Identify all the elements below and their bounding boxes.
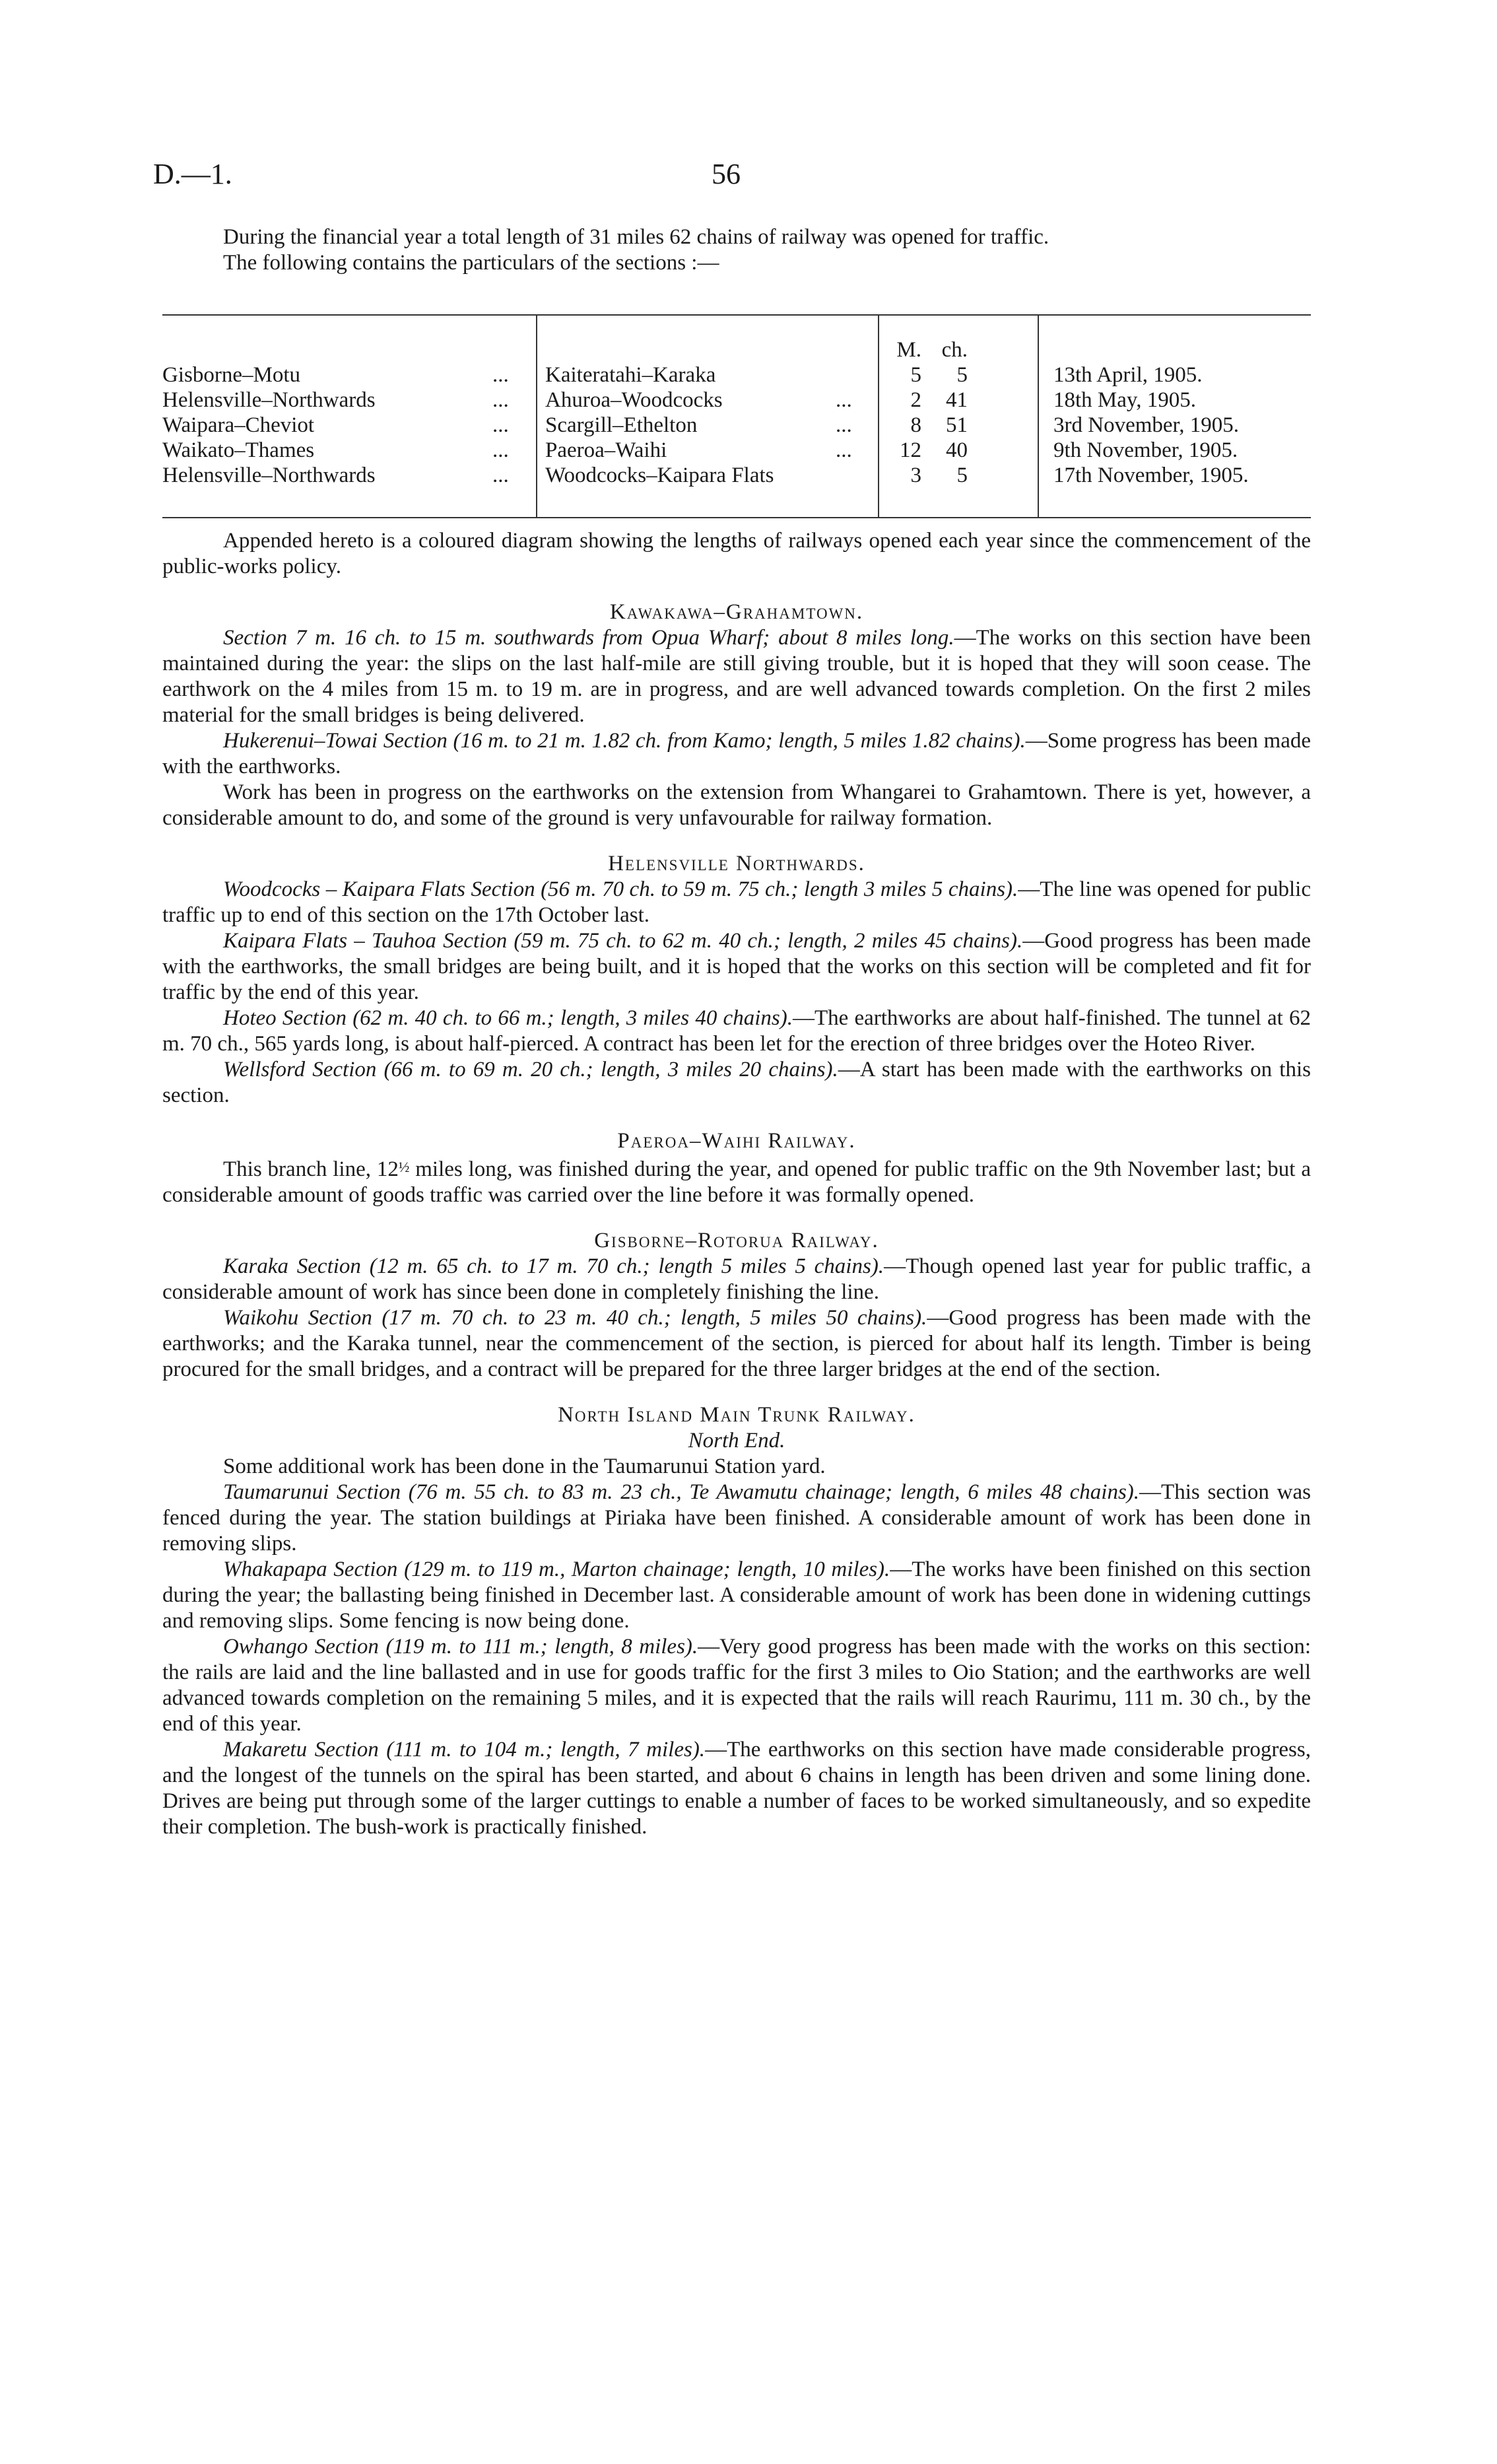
opened-date: 9th November, 1905.: [1053, 438, 1238, 462]
paragraph: [162, 1154, 1311, 1208]
paragraph-body: —This section was fenced during the year. The station buildings at Piriaka have been finished. A considerable amount of work has been done in removing slips.: [162, 1480, 1312, 1556]
line-name: Waikato–Thames: [162, 438, 315, 462]
paragraph-body: —Some progress has been made with the earthworks.: [162, 729, 1311, 778]
leader-dots: ...: [836, 413, 852, 437]
paragraph: [162, 1057, 1311, 1109]
appended-paragraph: Appended hereto is a coloured diagram showing the lengths of railways opened each year since the commencement of the public-works policy.: [162, 529, 1311, 578]
table-row: [162, 363, 1311, 388]
paragraph-title: Owhango Section (119 m. to 111 m.; length, 8 miles).: [223, 1635, 698, 1659]
paragraph-body: —The earthworks on this section have made considerable progress, and the longest of the tunnels on the spiral has been started, and about 6 chains in length has been driven and some lining done. Drives are being put through some of the larger cuttings to enable a number of faces to be worked simultaneously, and so expedite their completion. The bush-work is practically finished.: [162, 1738, 1311, 1839]
length-miles: 2: [910, 388, 921, 412]
paragraph-body: —Good progress has been made with the earthworks; and the Karaka tunnel, near the commencement of the section, is pierced for about half its length. Timber is being procured for the small bridges, and a contract will be prepared for the three larger bridges at the end of the section.: [162, 1306, 1311, 1381]
intro-paragraph: During the financial year a total length of 31 miles 62 chains of railway was opened for traffic.: [223, 225, 1049, 249]
paragraph-title: Hukerenui–Towai Section (16 m. to 21 m. 1.82 ch. from Kamo; length, 5 miles 1.82 chains).: [223, 729, 1026, 753]
table-row: [162, 438, 1311, 463]
paragraph-title: Kaipara Flats – Tauhoa Section (59 m. 75 ch. to 62 m. 40 ch.; length, 2 miles 45 chains).: [223, 929, 1023, 953]
paragraph-title: Whakapapa Section (129 m. to 119 m., Marton chainage; length, 10 miles).: [223, 1557, 890, 1581]
paragraph-title: Section 7 m. 16 ch. to 15 m. southwards from Opua Wharf; about 8 miles long.: [223, 626, 954, 650]
paragraph-body: —Good progress has been made with the earthworks, the small bridges are being built, and it is hoped that the works on this section will be completed and fit for traffic by the end of this year.: [162, 929, 1311, 1004]
body-text: [162, 528, 1311, 1840]
paragraph: Work has been in progress on the earthworks on the extension from Whangarei to Grahamtown. There is yet, however, a considerable amount to do, and some of the ground is very unfavourable for railway formation.: [162, 780, 1311, 830]
section-heading-gisborne: Gisborne–Rotorua Railway.: [594, 1229, 879, 1252]
section-name: Scargill–Ethelton: [545, 413, 698, 437]
table-bottom-rule: [162, 517, 1311, 518]
intro-lead: The following contains the particulars of the sections :—: [223, 251, 719, 275]
leader-dots: ...: [492, 413, 509, 437]
length-chains: 41: [946, 388, 968, 412]
length-miles: 12: [900, 438, 921, 462]
section-heading-kawakawa: Kawakawa–Grahamtown.: [609, 600, 864, 624]
paragraph: Some additional work has been done in the Taumarunui Station yard.: [223, 1454, 826, 1478]
paragraph: [162, 1305, 1311, 1383]
leader-dots: ...: [836, 388, 852, 412]
opened-date: 13th April, 1905.: [1053, 363, 1203, 387]
document-reference: D.—1.: [153, 158, 232, 190]
paragraph-body: —The works have been finished on this section during the year; the ballasting being finished in December last. A considerable amount of work has been done in widening cuttings and removing slips. Some fencing is now being done.: [162, 1557, 1311, 1633]
intro-block: [162, 224, 1311, 276]
paragraph: [162, 928, 1311, 1006]
paragraph-body: —A start has been made with the earthworks on this section.: [162, 1058, 1311, 1107]
leader-dots: ...: [492, 363, 509, 387]
line-name: Gisborne–Motu: [162, 363, 300, 387]
opened-date: 3rd November, 1905.: [1053, 413, 1239, 437]
paragraph: [162, 1737, 1311, 1840]
paragraph-text: This branch line, 12: [223, 1157, 399, 1181]
paragraph-title: Makaretu Section (111 m. to 104 m.; length, 7 miles).: [223, 1738, 706, 1762]
paragraph-title: Karaka Section (12 m. 65 ch. to 17 m. 70 ch.; length 5 miles 5 chains).: [223, 1254, 884, 1278]
paragraph: [162, 1006, 1311, 1057]
paragraph-body: —The earthworks are about half-finished. The tunnel at 62 m. 70 ch., 565 yards long, is about half-pierced. A contract has been let for the erection of three bridges over the Hoteo River.: [162, 1006, 1311, 1056]
paragraph: [162, 1634, 1311, 1737]
section-heading-helensville: Helensville Northwards.: [608, 852, 865, 875]
paragraph: [162, 877, 1311, 928]
section-heading-nimt: North Island Main Trunk Railway.: [558, 1403, 915, 1427]
line-name: Helensville–Northwards: [162, 388, 376, 412]
table-row: [162, 388, 1311, 413]
table-top-rule: [162, 314, 1311, 316]
subheading-north-end: North End.: [688, 1429, 785, 1453]
length-miles: 3: [910, 463, 921, 487]
paragraph: [162, 728, 1311, 780]
line-name: Helensville–Northwards: [162, 463, 376, 487]
paragraph-title: Hoteo Section (62 m. 40 ch. to 66 m.; length, 3 miles 40 chains).: [223, 1006, 793, 1030]
leader-dots: ...: [492, 388, 509, 412]
paragraph-title: Taumarunui Section (76 m. 55 ch. to 83 m. 23 ch., Te Awamutu chainage; length, 6 miles 48 chains).: [223, 1480, 1140, 1504]
leader-dots: ...: [492, 463, 509, 487]
page-number: 56: [712, 158, 741, 190]
length-chains: 5: [956, 363, 968, 387]
table-row: [162, 463, 1311, 488]
paragraph: [162, 1557, 1311, 1634]
length-miles: 8: [910, 413, 921, 437]
section-name: Ahuroa–Woodcocks: [545, 388, 723, 412]
paragraph-title: Woodcocks – Kaipara Flats Section (56 m. 70 ch. to 59 m. 75 ch.; length 3 miles 5 chains).: [223, 877, 1018, 901]
paragraph: [162, 1480, 1311, 1557]
opened-date: 17th November, 1905.: [1053, 463, 1249, 487]
section-name: Paeroa–Waihi: [545, 438, 667, 462]
section-name: Kaiteratahi–Karaka: [545, 363, 716, 387]
unit-chains: ch.: [941, 338, 968, 362]
paragraph-title: Waikohu Section (17 m. 70 ch. to 23 m. 40 ch.; length, 5 miles 50 chains).: [223, 1306, 927, 1330]
paragraph-body: —The line was opened for public traffic up to end of this section on the 17th October last.: [162, 877, 1311, 927]
paragraph-body: —Though opened last year for public traffic, a considerable amount of work has since been done in completely finishing the line.: [162, 1254, 1311, 1304]
section-name: Woodcocks–Kaipara Flats: [545, 463, 774, 487]
paragraph-body: —Very good progress has been made with the works on this section: the rails are laid and the line ballasted and in use for goods traffic for the first 3 miles to Oio Station; and the earthworks are well advanced towards completion on the remaining 5 miles, and it is expected that the rails will reach Raurimu, 111 m. 30 ch., by the end of this year.: [162, 1635, 1311, 1736]
fraction: ½: [398, 1159, 410, 1175]
paragraph-text: miles long, was finished during the year, and opened for public traffic on the 9th November last; but a considerable amount of goods traffic was carried over the line before it was formally opened.: [162, 1157, 1311, 1207]
length-chains: 40: [946, 438, 968, 462]
unit-miles: M.: [896, 338, 921, 362]
leader-dots: ...: [492, 438, 509, 462]
paragraph-title: Wellsford Section (66 m. to 69 m. 20 ch.; length, 3 miles 20 chains).: [223, 1058, 838, 1081]
paragraph: [162, 1254, 1311, 1305]
section-heading-paeroa: Paeroa–Waihi Railway.: [617, 1129, 856, 1153]
paragraph-body: —The works on this section have been maintained during the year: the slips on the last half-mile are still giving trouble, but it is hoped that they will soon cease. The earthwork on the 4 miles from 15 m. to 19 m. are in progress, and are well advanced towards completion. On the first 2 miles material for the small bridges is being delivered.: [162, 626, 1311, 727]
table-unit-row: [162, 338, 1311, 362]
line-name: Waipara–Cheviot: [162, 413, 315, 437]
paragraph: [162, 625, 1311, 728]
leader-dots: ...: [836, 438, 852, 462]
length-miles: 5: [910, 363, 921, 387]
opened-date: 18th May, 1905.: [1053, 388, 1197, 412]
length-chains: 5: [956, 463, 968, 487]
table-row: [162, 413, 1311, 438]
length-chains: 51: [946, 413, 968, 437]
